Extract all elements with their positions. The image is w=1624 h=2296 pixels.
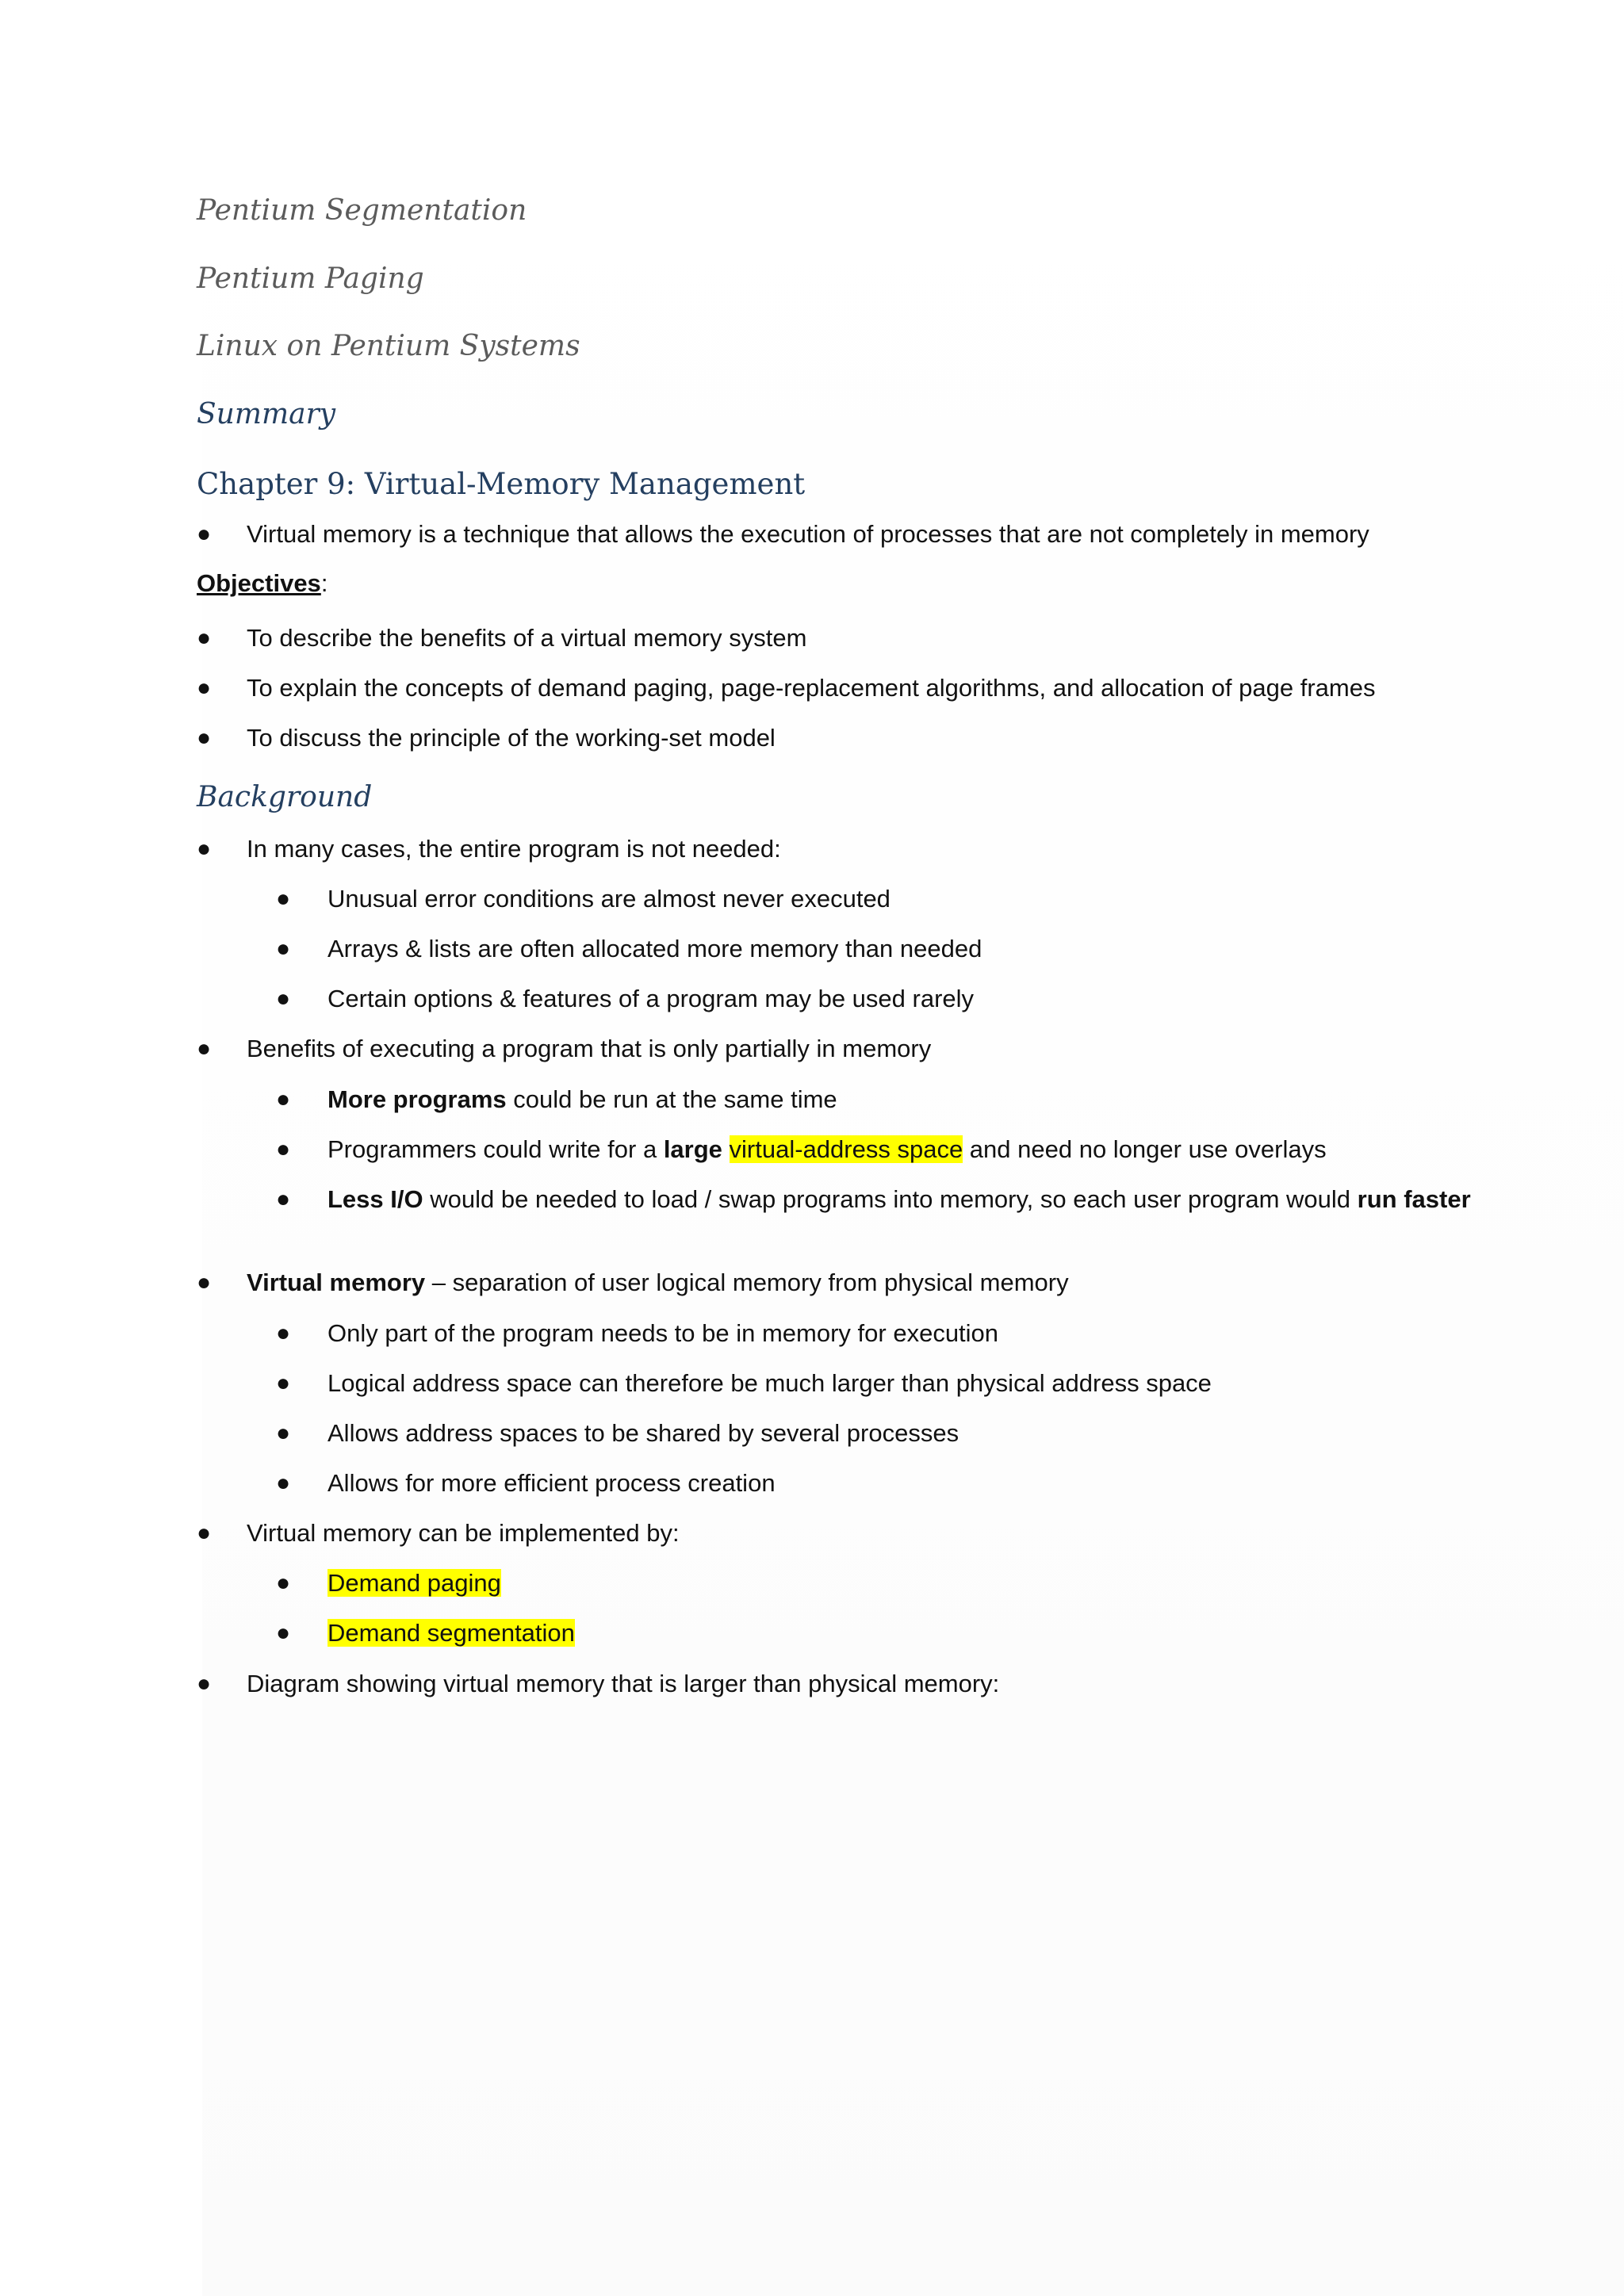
list-item — [197, 622, 806, 655]
background-subpoint: Programmers could write for a — [327, 1135, 664, 1163]
background-subpoint: would be needed to load / swap programs into memory, so each user program would — [423, 1185, 1358, 1213]
bullet-icon: ● — [197, 521, 212, 547]
bullet-icon: ● — [197, 1035, 212, 1062]
background-subpoint: Logical address space can therefore be much larger than physical address space — [327, 1369, 1212, 1397]
list-item — [197, 1467, 776, 1500]
bullet-icon: ● — [276, 1320, 291, 1346]
bullet-icon: ● — [276, 1420, 291, 1446]
list-item — [197, 982, 974, 1016]
background-point: In many cases, the entire program is not needed: — [247, 835, 781, 863]
background-subpoint: Only part of the program needs to be in memory for execution — [327, 1319, 999, 1347]
bullet-icon: ● — [276, 985, 291, 1012]
heading-pentium-paging: Pentium Paging — [197, 262, 424, 295]
background-subpoint: Unusual error conditions are almost never executed — [327, 885, 891, 913]
background-subpoint: Certain options & features of a program may be used rarely — [327, 985, 975, 1012]
heading-summary: Summary — [197, 398, 336, 430]
list-item — [197, 1083, 837, 1116]
list-item — [197, 1317, 998, 1350]
bold-text: Virtual memory — [247, 1269, 426, 1296]
bold-text: More programs — [327, 1085, 507, 1113]
bullet-icon: ● — [197, 625, 212, 651]
bullet-icon: ● — [197, 1520, 212, 1546]
bullet-icon: ● — [276, 886, 291, 912]
chapter-title: Chapter 9: Virtual-Memory Management — [197, 467, 806, 501]
objective-text: To discuss the principle of the working-set model — [247, 724, 776, 752]
background-subpoint: Allows for more efficient process creation — [327, 1469, 776, 1497]
bullet-icon: ● — [276, 1136, 291, 1162]
background-subpoint: and need no longer use overlays — [963, 1135, 1327, 1163]
bullet-icon: ● — [197, 675, 212, 701]
list-item — [197, 721, 776, 755]
list-item — [197, 1617, 575, 1650]
bullet-icon: ● — [276, 936, 291, 962]
list-item — [197, 1667, 999, 1701]
bullet-icon: ● — [276, 1570, 291, 1596]
background-subpoint: could be run at the same time — [506, 1085, 837, 1113]
list-item — [197, 1133, 1327, 1166]
bullet-icon: ● — [197, 725, 212, 751]
bullet-icon: ● — [276, 1086, 291, 1112]
list-item — [197, 1517, 680, 1550]
background-point: Virtual memory can be implemented by: — [247, 1519, 680, 1547]
bullet-icon: ● — [197, 1670, 212, 1697]
background-point: – separation of user logical memory from physical memory — [425, 1269, 1069, 1296]
highlighted-text: Demand segmentation — [327, 1619, 575, 1647]
bold-text: Less I/O — [327, 1185, 423, 1213]
bullet-icon: ● — [276, 1470, 291, 1496]
list-item — [197, 1266, 1069, 1299]
bullet-icon: ● — [197, 836, 212, 862]
list-item — [197, 882, 891, 916]
list-item — [197, 518, 1369, 551]
heading-pentium-segmentation: Pentium Segmentation — [197, 194, 527, 227]
chapter-intro: Virtual memory is a technique that allows the execution of processes that are not completely in memory — [247, 520, 1369, 548]
space — [722, 1135, 730, 1163]
list-item — [197, 672, 1375, 705]
highlighted-text: Demand paging — [327, 1569, 501, 1597]
list-item — [197, 1183, 1568, 1216]
list-item — [197, 832, 781, 866]
list-item — [197, 1032, 931, 1066]
list-item — [197, 1417, 959, 1450]
heading-background: Background — [197, 781, 373, 813]
objectives-label: Objectives — [197, 569, 321, 597]
bold-text: large — [663, 1135, 722, 1163]
list-item — [197, 1367, 1212, 1400]
bold-text: run faster — [1357, 1185, 1471, 1213]
list-item — [197, 932, 982, 966]
bullet-icon: ● — [276, 1370, 291, 1396]
bullet-icon: ● — [197, 1269, 212, 1295]
background-point: Benefits of executing a program that is only partially in memory — [247, 1035, 932, 1062]
background-subpoint: Allows address spaces to be shared by several processes — [327, 1419, 959, 1447]
background-point: Diagram showing virtual memory that is larger than physical memory: — [247, 1670, 1000, 1697]
objective-text: To explain the concepts of demand paging, page-replacement algorithms, and allocation of page frames — [247, 674, 1376, 702]
background-subpoint: Arrays & lists are often allocated more memory than needed — [327, 935, 982, 962]
objectives-colon: : — [320, 569, 328, 597]
highlighted-text: virtual-address space — [729, 1135, 963, 1163]
list-item — [197, 1567, 501, 1600]
objectives-heading — [197, 567, 327, 600]
objective-text: To describe the benefits of a virtual memory system — [247, 624, 807, 652]
bullet-icon: ● — [276, 1186, 291, 1212]
bullet-icon: ● — [276, 1620, 291, 1646]
heading-linux-pentium: Linux on Pentium Systems — [197, 330, 580, 362]
